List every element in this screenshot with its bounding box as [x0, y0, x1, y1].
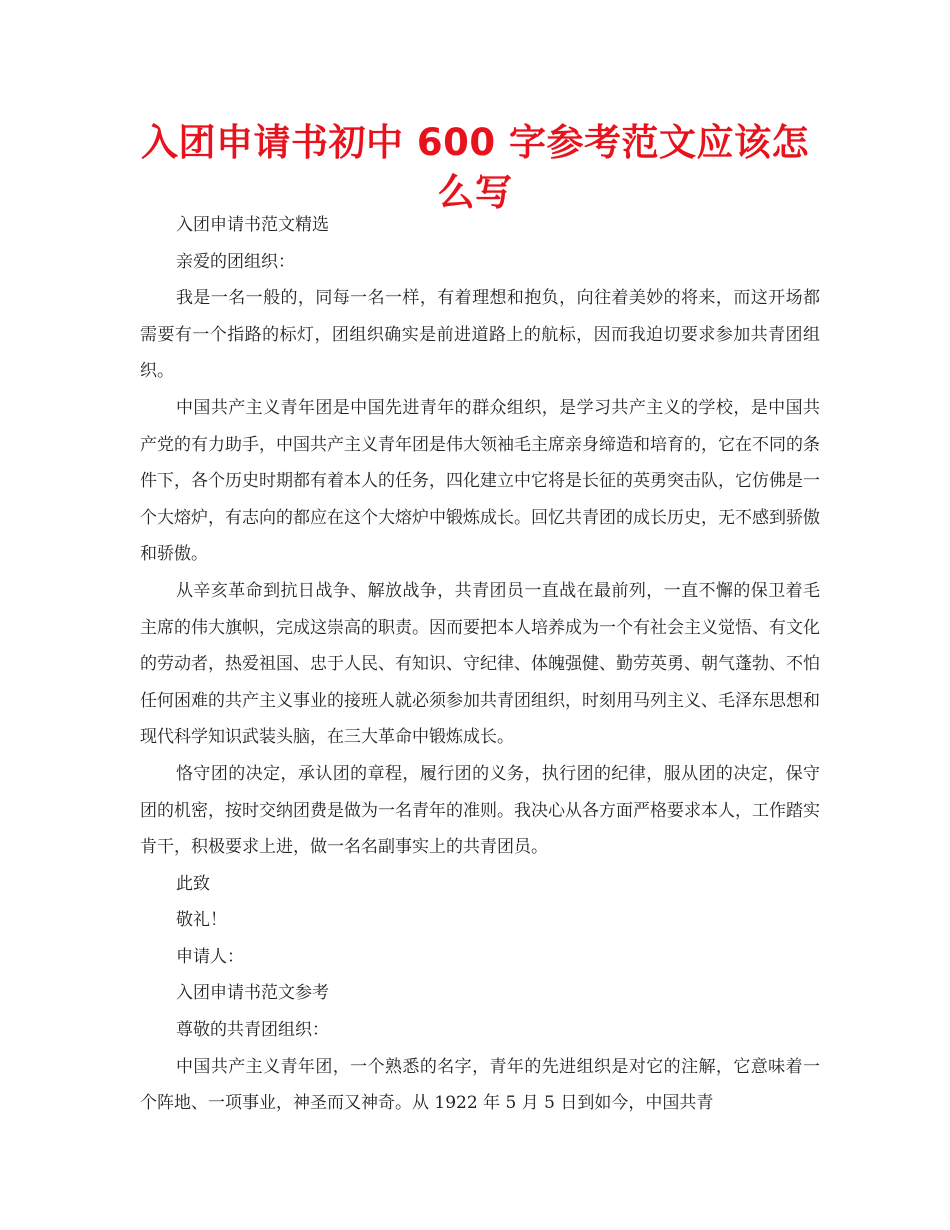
body-paragraph: 从辛亥革命到抗日战争、解放战争，共青团员一直战在最前列，一直不懈的保卫着毛主席的伟大旗帜，完成这崇高的职责。因而要把本人培养成为一个有社会主义觉悟、有文化的劳动者，热爱祖国、忠于人民、有知识、守纪律、体魄强健、勤劳英勇、朝气蓬勃、不怕任何困难的共产主义事业的接班人就必须参加共青团组织，时刻用马列主义、毛泽东思想和现代科学知识武装头脑，在三大革命中锻炼成长。	[140, 580, 820, 748]
body-paragraph: 我是一名一般的，同每一名一样，有着理想和抱负，向往着美妙的将来，而这开场都需要有一个指路的标灯，团组织确实是前进道路上的航标，因而我迫切要求参加共青团组织。	[140, 288, 820, 382]
salutation: 尊敬的共青团组织：	[176, 1020, 329, 1041]
document-title: 入团申请书初中 600 字参考范文应该怎么写	[141, 121, 809, 214]
closing-line: 敬礼！	[176, 910, 227, 931]
body-paragraph: 中国共产主义青年团，一个熟悉的名字，青年的先进组织是对它的注解，它意味着一个阵地、一项事业，神圣而又神奇。从 1922 年 5 月 5 日到如今，中国共青	[140, 1056, 820, 1114]
signature-line: 申请人：	[176, 946, 244, 967]
body-paragraph: 中国共产主义青年团是中国先进青年的群众组织，是学习共产主义的学校，是中国共产党的有力助手，中国共产主义青年团是伟大领袖毛主席亲身缔造和培育的，它在不同的条件下，各个历史时期都有着本人的任务，四化建立中它将是长征的英勇突击队，它仿佛是一个大熔炉，有志向的都应在这个大熔炉中锻炼成长。回忆共青团的成长历史，无不感到骄傲和骄傲。	[140, 397, 820, 565]
section-heading: 入团申请书范文参考	[176, 983, 329, 1004]
body-paragraph: 恪守团的决定，承认团的章程，履行团的义务，执行团的纪律，服从团的决定，保守团的机密，按时交纳团费是做为一名青年的准则。我决心从各方面严格要求本人，工作踏实肯干，积极要求上进，做一名名副事实上的共青团员。	[140, 763, 820, 858]
salutation: 亲爱的团组织：	[176, 251, 295, 272]
document-body	[140, 207, 820, 1122]
section-heading: 入团申请书范文精选	[176, 215, 329, 235]
closing-line: 此致	[176, 873, 210, 894]
